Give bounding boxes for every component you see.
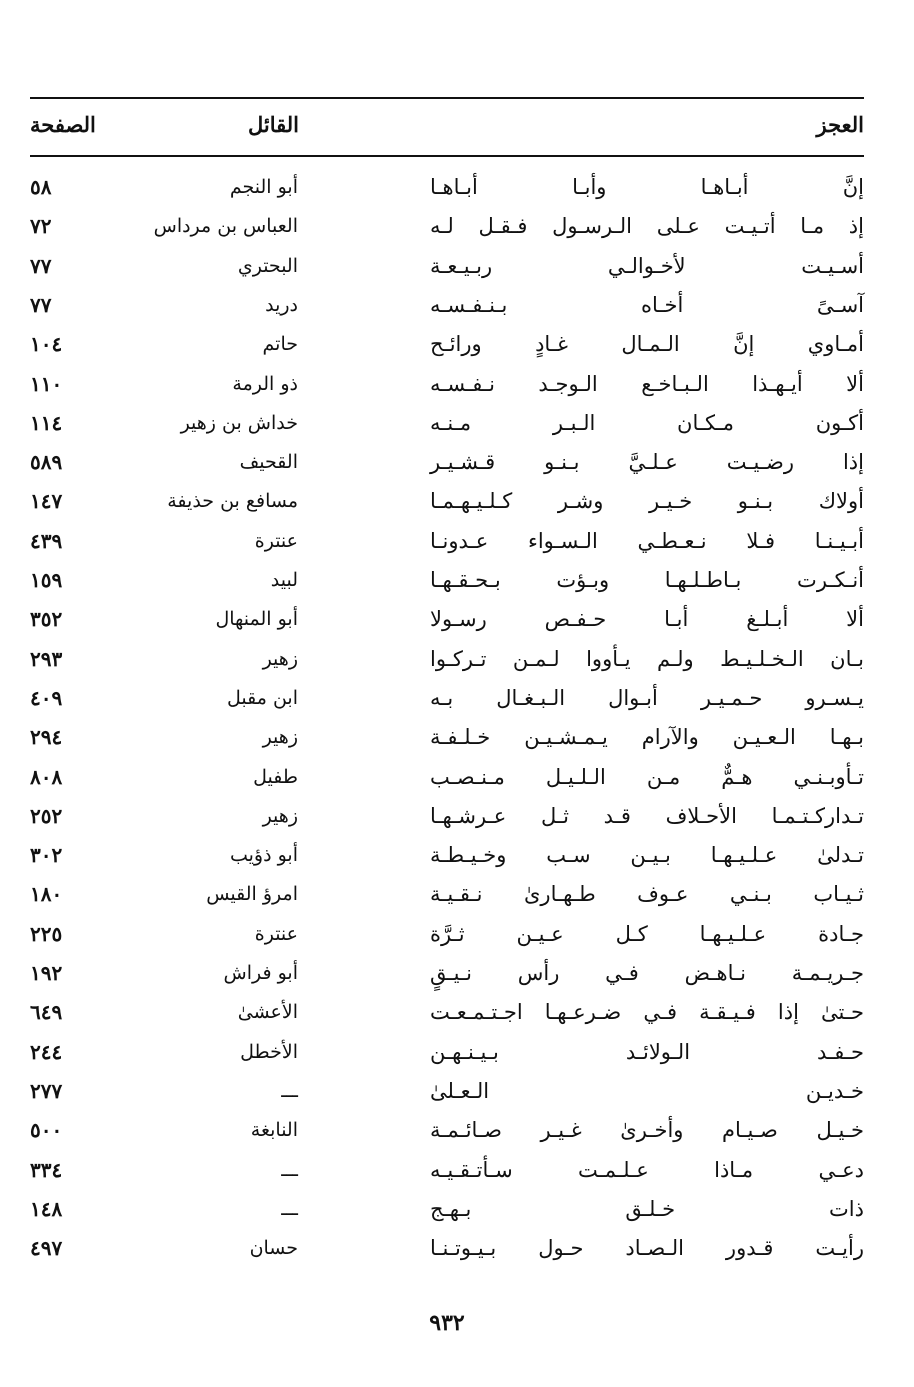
verse-cell: دعـي مـاذا عـلـمـت سـأتـقـيـه: [430, 1157, 864, 1182]
table-row: [30, 325, 864, 363]
poet-cell: مسافع بن حذيفة: [167, 490, 298, 513]
poet-cell: ـــ: [281, 1079, 298, 1102]
table-row: [30, 561, 864, 599]
poet-cell: ـــ: [281, 1158, 298, 1181]
table-row: [30, 1151, 864, 1189]
poet-cell: امرؤ القيس: [206, 883, 298, 906]
page-cell: [30, 875, 100, 913]
table-row: [30, 1190, 864, 1228]
page-cell: [30, 1033, 100, 1071]
table-row: [30, 875, 864, 913]
verse-cell: آسـىً أخـاه بـنـفـسـه: [430, 292, 864, 317]
verse-cell: ذات خـلـق بـهـج: [430, 1196, 864, 1221]
verse-cell: تـداركـتـمـا الأحـلاف قـد ثـل عـرشـهـا: [430, 803, 864, 828]
page-cell: [30, 679, 100, 717]
table-row: [30, 600, 864, 638]
page-number-value: ٢٩٣: [30, 646, 63, 671]
page-number-value: ٨٠٨: [30, 764, 63, 789]
poet-cell: ذو الرمة: [232, 372, 298, 395]
poet-cell: ـــ: [281, 1197, 298, 1220]
table-row: [30, 797, 864, 835]
verse-cell: أبـيـنـا فـلا نـعـطـي الـسـواء عـدونـا: [430, 528, 864, 553]
table-row: [30, 207, 864, 245]
verse-cell: حـفـد الـولائـد بـيـنـهـن: [430, 1039, 864, 1064]
table-row: [30, 640, 864, 678]
verse-cell: جـادة عـلـيـهـا كـل عـيـن ثـرَّة: [430, 921, 864, 946]
header-rule: [30, 155, 864, 157]
page-number-value: ٣٣٤: [30, 1157, 63, 1182]
page-number-value: ٧٧: [30, 292, 52, 317]
page-number-value: ٥٨: [30, 175, 52, 199]
table-row: [30, 679, 864, 717]
poet-cell: ابن مقبل: [227, 686, 298, 709]
table-row: [30, 915, 864, 953]
table-row: [30, 404, 864, 442]
header-page: الصفحة: [30, 112, 96, 137]
page-cell: [30, 1111, 100, 1149]
page-number-value: ١١٠: [30, 371, 63, 396]
page-number-value: ١٠٤: [30, 332, 63, 357]
page-cell: [30, 404, 100, 442]
page-number-value: ١٨٠: [30, 882, 63, 907]
poet-cell: الأخطل: [240, 1040, 298, 1063]
poet-cell: زهير: [262, 647, 298, 670]
verse-cell: أولاك بـنـو خـيـر وشـر كـلـيـهـمـا: [430, 489, 864, 514]
verse-cell: يـسـرو حـمـيـر أبـوال الـبـغـال بـه: [430, 685, 864, 710]
table-row: [30, 1229, 864, 1267]
page-number-value: ٣٠٢: [30, 843, 63, 868]
verse-cell: بـهـا الـعـيـن والآرام يـمـشـيـن خـلـفـة: [430, 725, 864, 750]
verse-cell: تـدلىٰ عـلـيـهـا بـيـن سـب وخـيـطـة: [430, 843, 864, 868]
verse-cell: ألا أيـهـذا الـبـاخـع الـوجـد نـفـسـه: [430, 371, 864, 396]
verse-cell: إنَّ أبـاهـا وأبـا أبـاهـا: [430, 175, 864, 199]
page-cell: [30, 561, 100, 599]
page-cell: [30, 168, 100, 206]
verse-cell: خـديـن الـعـلىٰ: [430, 1078, 864, 1103]
poet-cell: زهير: [262, 804, 298, 827]
poet-cell: البحتري: [237, 254, 298, 277]
page-number-value: ٥٠٠: [30, 1118, 63, 1143]
page-number-value: ٧٧: [30, 253, 52, 278]
page-cell: [30, 640, 100, 678]
poet-cell: دريد: [265, 293, 298, 316]
poet-cell: لبيد: [270, 569, 298, 591]
page-cell: [30, 1190, 100, 1228]
verse-cell: أسـيـت لأخـوالـي ربـيـعـة: [430, 253, 864, 278]
table-row: [30, 443, 864, 481]
table-row: [30, 758, 864, 796]
top-rule: [30, 97, 864, 99]
page-number-value: ١٥٩: [30, 568, 63, 592]
page-cell: [30, 207, 100, 245]
page-cell: [30, 247, 100, 285]
page-number-value: ٢٤٤: [30, 1039, 63, 1064]
page-cell: [30, 954, 100, 992]
page-cell: [30, 1151, 100, 1189]
poet-cell: الأعشىٰ: [237, 1001, 298, 1024]
page-cell: [30, 718, 100, 756]
table-row: [30, 168, 864, 206]
page-cell: [30, 365, 100, 403]
index-page: [30, 0, 864, 1387]
verse-cell: ثـيـاب بـنـي عـوف طـهـارىٰ نـقـيـة: [430, 882, 864, 907]
verse-cell: إذ مـا أتـيـت عـلى الـرسـول فـقـل لـه: [430, 214, 864, 239]
poet-cell: النابغة: [250, 1119, 298, 1142]
table-row: [30, 365, 864, 403]
page-number-value: ١٤٧: [30, 489, 63, 514]
page-number-value: ٤٩٧: [30, 1236, 63, 1261]
table-row: [30, 482, 864, 520]
poet-cell: القحيف: [239, 451, 298, 474]
verse-cell: بـان الـخـلـيـط ولـم يـأووا لـمـن تـركـوا: [430, 646, 864, 671]
page-cell: [30, 1229, 100, 1267]
page-cell: [30, 915, 100, 953]
page-number: ٩٣٢: [429, 1310, 465, 1336]
table-row: [30, 1072, 864, 1110]
verse-cell: أكـون مـكـان الـبـر مـنـه: [430, 410, 864, 435]
table-row: [30, 718, 864, 756]
poet-cell: أبو المنهال: [215, 608, 298, 631]
table-row: [30, 1033, 864, 1071]
header-poet: القائل: [248, 112, 300, 137]
page-cell: [30, 522, 100, 560]
page-cell: [30, 325, 100, 363]
page-cell: [30, 286, 100, 324]
verse-cell: ألا أبـلـغ أبـا حـفـص رسـولا: [430, 607, 864, 632]
table-row: [30, 836, 864, 874]
verse-cell: خـيـل صـيـام وأخـرىٰ غـيـر صـائـمـة: [430, 1118, 864, 1143]
page-cell: [30, 600, 100, 638]
poet-cell: العباس بن مرداس: [153, 215, 298, 238]
page-number-value: ٤٣٩: [30, 528, 63, 553]
verse-cell: أنـكـرت بـاطـلـهـا وبـؤت بـحـقـهـا: [430, 568, 864, 592]
table-row: [30, 286, 864, 324]
page-number-value: ٢٩٤: [30, 725, 63, 750]
verse-cell: إذا رضـيـت عـلـيَّ بـنـو قـشـيـر: [430, 450, 864, 475]
verse-cell: جـريـمـة نـاهـض فـي رأس نـيـقٍ: [430, 961, 864, 985]
page-cell: [30, 797, 100, 835]
poet-cell: زهير: [262, 726, 298, 749]
poet-cell: خداش بن زهير: [180, 411, 298, 434]
poet-cell: عنترة: [254, 922, 298, 945]
verse-cell: أمـاوي إنَّ الـمـال غـادٍ ورائـح: [430, 332, 864, 357]
table-row: [30, 993, 864, 1031]
page-number-value: ١٩٢: [30, 961, 63, 985]
table-row: [30, 247, 864, 285]
verse-cell: تـأوبـنـي هـمٌّ مـن الـلـيـل مـنـصـب: [430, 764, 864, 789]
poet-cell: أبو النجم: [229, 176, 298, 198]
page-cell: [30, 993, 100, 1031]
table-row: [30, 1111, 864, 1149]
page-cell: [30, 482, 100, 520]
page-number-value: ٢٧٧: [30, 1078, 63, 1103]
poet-cell: أبو ذؤيب: [229, 844, 298, 867]
page-number-value: ٢٢٥: [30, 921, 63, 946]
page-number-value: ٥٨٩: [30, 450, 63, 475]
poet-cell: حسان: [249, 1237, 298, 1260]
page-number-value: ١١٤: [30, 410, 63, 435]
page-number-value: ١٤٨: [30, 1196, 63, 1221]
page-number-value: ٧٢: [30, 214, 52, 239]
verse-cell: رأيـت قـدور الـصـاد حـول بـيـوتـنـا: [430, 1236, 864, 1261]
page-number-value: ٤٠٩: [30, 685, 63, 710]
poet-cell: حاتم: [262, 333, 298, 356]
page-number-value: ٦٤٩: [30, 1000, 63, 1025]
poet-cell: عنترة: [254, 529, 298, 552]
header-verse: العجز: [816, 112, 864, 137]
page-cell: [30, 1072, 100, 1110]
page-cell: [30, 758, 100, 796]
page-number-value: ٢٥٢: [30, 803, 63, 828]
page-cell: [30, 443, 100, 481]
table-row: [30, 522, 864, 560]
verse-cell: حـتىٰ إذا فـيـقـة فـي ضـرعـهـا اجـتـمـعـت: [430, 1000, 864, 1025]
page-number-value: ٣٥٢: [30, 607, 63, 632]
table-row: [30, 954, 864, 992]
poet-cell: أبو فراش: [223, 962, 298, 984]
poet-cell: طفيل: [253, 765, 298, 788]
page-cell: [30, 836, 100, 874]
